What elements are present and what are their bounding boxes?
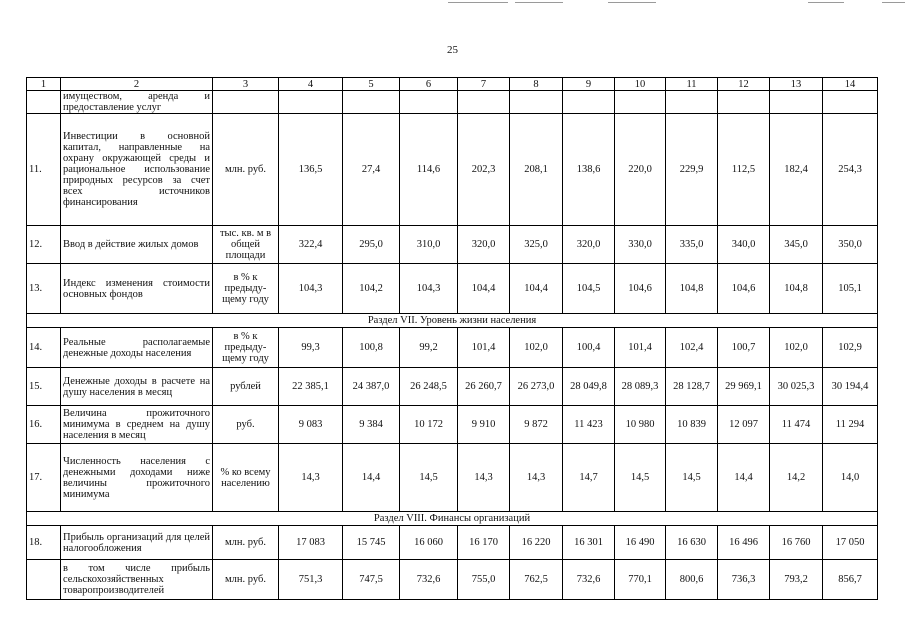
header-cell: 7	[458, 78, 510, 91]
unit-cell: рублей	[213, 368, 279, 406]
table-row	[27, 114, 878, 226]
row-number: 15.	[27, 368, 61, 406]
table-row	[27, 368, 878, 406]
section-title: Раздел VIII. Финансы организаций	[27, 512, 878, 526]
value-cell: 229,9	[666, 114, 718, 226]
header-cell: 12	[718, 78, 770, 91]
value-cell: 24 387,0	[343, 368, 400, 406]
value-cell: 14,4	[343, 444, 400, 512]
value-cell: 101,4	[458, 328, 510, 368]
indicator-name: Величина прожиточного минимума в среднем на душу населения в месяц	[61, 406, 213, 444]
row-number: 17.	[27, 444, 61, 512]
header-cell: 6	[400, 78, 458, 91]
value-cell: 15 745	[343, 526, 400, 560]
header-row	[27, 78, 878, 91]
value-cell	[563, 91, 615, 114]
value-cell: 30 194,4	[823, 368, 878, 406]
value-cell: 104,8	[666, 264, 718, 314]
table-row	[27, 526, 878, 560]
row-number: 13.	[27, 264, 61, 314]
value-cell: 9 083	[279, 406, 343, 444]
row-number: 16.	[27, 406, 61, 444]
unit-cell: млн. руб.	[213, 526, 279, 560]
value-cell: 104,4	[458, 264, 510, 314]
value-cell	[770, 91, 823, 114]
value-cell: 99,3	[279, 328, 343, 368]
value-cell: 100,7	[718, 328, 770, 368]
table-row	[27, 328, 878, 368]
value-cell: 10 172	[400, 406, 458, 444]
value-cell: 27,4	[343, 114, 400, 226]
value-cell: 770,1	[615, 560, 666, 600]
value-cell: 16 490	[615, 526, 666, 560]
value-cell	[510, 91, 563, 114]
value-cell: 102,0	[770, 328, 823, 368]
value-cell	[823, 91, 878, 114]
row-number	[27, 560, 61, 600]
indicator-name: Инвестиции в основной капитал, направленные на охрану окружающей среды и рациональное использование природных ресурсов за счет всех источников финансирования	[61, 114, 213, 226]
value-cell: 182,4	[770, 114, 823, 226]
table-row	[27, 264, 878, 314]
value-cell: 16 301	[563, 526, 615, 560]
value-cell: 16 760	[770, 526, 823, 560]
value-cell: 732,6	[563, 560, 615, 600]
header-cell: 4	[279, 78, 343, 91]
value-cell: 104,4	[510, 264, 563, 314]
value-cell: 16 060	[400, 526, 458, 560]
value-cell: 16 220	[510, 526, 563, 560]
value-cell: 100,8	[343, 328, 400, 368]
indicator-name: в том числе прибыль сельскохозяйственных товаропроизводителей	[61, 560, 213, 600]
value-cell: 793,2	[770, 560, 823, 600]
value-cell: 345,0	[770, 226, 823, 264]
value-cell: 28 049,8	[563, 368, 615, 406]
value-cell: 105,1	[823, 264, 878, 314]
top-edge-line	[608, 2, 656, 3]
value-cell: 11 423	[563, 406, 615, 444]
value-cell: 26 260,7	[458, 368, 510, 406]
value-cell	[458, 91, 510, 114]
value-cell: 340,0	[718, 226, 770, 264]
value-cell: 14,3	[510, 444, 563, 512]
unit-cell: в % к предыду-щему году	[213, 264, 279, 314]
value-cell: 16 170	[458, 526, 510, 560]
indicator-name: Прибыль организаций для целей налогообложения	[61, 526, 213, 560]
unit-cell: в % к предыду-щему году	[213, 328, 279, 368]
unit-cell: руб.	[213, 406, 279, 444]
top-edge-line	[448, 2, 508, 3]
value-cell: 330,0	[615, 226, 666, 264]
value-cell: 320,0	[458, 226, 510, 264]
value-cell: 322,4	[279, 226, 343, 264]
value-cell: 99,2	[400, 328, 458, 368]
value-cell: 102,9	[823, 328, 878, 368]
value-cell: 16 496	[718, 526, 770, 560]
value-cell: 28 089,3	[615, 368, 666, 406]
value-cell	[666, 91, 718, 114]
value-cell: 755,0	[458, 560, 510, 600]
value-cell: 14,4	[718, 444, 770, 512]
top-edge-line	[882, 2, 905, 3]
value-cell: 14,5	[400, 444, 458, 512]
value-cell: 10 980	[615, 406, 666, 444]
header-cell: 3	[213, 78, 279, 91]
row-number	[27, 91, 61, 114]
value-cell	[343, 91, 400, 114]
table-body	[27, 78, 878, 600]
header-cell: 10	[615, 78, 666, 91]
value-cell: 202,3	[458, 114, 510, 226]
header-cell: 5	[343, 78, 400, 91]
table-row	[27, 444, 878, 512]
value-cell: 138,6	[563, 114, 615, 226]
header-cell: 2	[61, 78, 213, 91]
value-cell	[400, 91, 458, 114]
indicator-name: Денежные доходы в расчете на душу населения в месяц	[61, 368, 213, 406]
value-cell: 104,8	[770, 264, 823, 314]
value-cell: 17 050	[823, 526, 878, 560]
unit-cell: тыс. кв. м в общей площади	[213, 226, 279, 264]
indicator-name: имуществом, аренда и предоставление услуг	[61, 91, 213, 114]
section-title: Раздел VII. Уровень жизни населения	[27, 314, 878, 328]
value-cell: 220,0	[615, 114, 666, 226]
unit-cell: млн. руб.	[213, 114, 279, 226]
header-cell: 13	[770, 78, 823, 91]
value-cell: 16 630	[666, 526, 718, 560]
row-number: 14.	[27, 328, 61, 368]
value-cell: 12 097	[718, 406, 770, 444]
header-cell: 11	[666, 78, 718, 91]
value-cell: 136,5	[279, 114, 343, 226]
value-cell: 22 385,1	[279, 368, 343, 406]
value-cell: 114,6	[400, 114, 458, 226]
value-cell: 14,2	[770, 444, 823, 512]
value-cell: 30 025,3	[770, 368, 823, 406]
value-cell: 11 474	[770, 406, 823, 444]
row-number: 12.	[27, 226, 61, 264]
value-cell: 26 248,5	[400, 368, 458, 406]
section-row	[27, 314, 878, 328]
value-cell	[718, 91, 770, 114]
header-cell: 14	[823, 78, 878, 91]
value-cell: 320,0	[563, 226, 615, 264]
value-cell: 736,3	[718, 560, 770, 600]
value-cell: 335,0	[666, 226, 718, 264]
value-cell: 732,6	[400, 560, 458, 600]
value-cell: 350,0	[823, 226, 878, 264]
value-cell	[615, 91, 666, 114]
value-cell: 9 872	[510, 406, 563, 444]
row-number: 18.	[27, 526, 61, 560]
value-cell: 104,6	[615, 264, 666, 314]
section-row	[27, 512, 878, 526]
value-cell: 762,5	[510, 560, 563, 600]
table-row	[27, 560, 878, 600]
unit-cell: % ко всему населению	[213, 444, 279, 512]
value-cell: 102,0	[510, 328, 563, 368]
table-row	[27, 406, 878, 444]
indicator-name: Реальные располагаемые денежные доходы населения	[61, 328, 213, 368]
value-cell: 28 128,7	[666, 368, 718, 406]
value-cell: 14,5	[666, 444, 718, 512]
indicators-table	[26, 77, 878, 600]
value-cell: 325,0	[510, 226, 563, 264]
value-cell: 14,0	[823, 444, 878, 512]
top-edge-line	[808, 2, 844, 3]
indicator-name: Численность населения с денежными доходами ниже величины прожиточного минимума	[61, 444, 213, 512]
value-cell: 104,5	[563, 264, 615, 314]
value-cell: 11 294	[823, 406, 878, 444]
value-cell: 104,3	[279, 264, 343, 314]
value-cell: 100,4	[563, 328, 615, 368]
unit-cell: млн. руб.	[213, 560, 279, 600]
value-cell: 104,6	[718, 264, 770, 314]
value-cell: 9 910	[458, 406, 510, 444]
value-cell: 295,0	[343, 226, 400, 264]
value-cell: 104,2	[343, 264, 400, 314]
value-cell: 102,4	[666, 328, 718, 368]
header-cell: 8	[510, 78, 563, 91]
value-cell: 10 839	[666, 406, 718, 444]
value-cell: 800,6	[666, 560, 718, 600]
value-cell: 254,3	[823, 114, 878, 226]
header-cell: 1	[27, 78, 61, 91]
value-cell: 14,3	[458, 444, 510, 512]
header-cell: 9	[563, 78, 615, 91]
value-cell: 112,5	[718, 114, 770, 226]
value-cell	[279, 91, 343, 114]
indicator-name: Индекс изменения стоимости основных фондов	[61, 264, 213, 314]
value-cell: 9 384	[343, 406, 400, 444]
page-number: 25	[447, 44, 458, 56]
value-cell: 310,0	[400, 226, 458, 264]
value-cell: 29 969,1	[718, 368, 770, 406]
value-cell: 14,3	[279, 444, 343, 512]
value-cell: 747,5	[343, 560, 400, 600]
value-cell: 26 273,0	[510, 368, 563, 406]
table-row	[27, 226, 878, 264]
value-cell: 101,4	[615, 328, 666, 368]
row-number: 11.	[27, 114, 61, 226]
value-cell: 14,5	[615, 444, 666, 512]
value-cell: 17 083	[279, 526, 343, 560]
value-cell: 856,7	[823, 560, 878, 600]
value-cell: 104,3	[400, 264, 458, 314]
value-cell: 14,7	[563, 444, 615, 512]
value-cell: 751,3	[279, 560, 343, 600]
indicator-name: Ввод в действие жилых домов	[61, 226, 213, 264]
table-row	[27, 91, 878, 114]
top-edge-line	[515, 2, 563, 3]
unit-cell	[213, 91, 279, 114]
value-cell: 208,1	[510, 114, 563, 226]
